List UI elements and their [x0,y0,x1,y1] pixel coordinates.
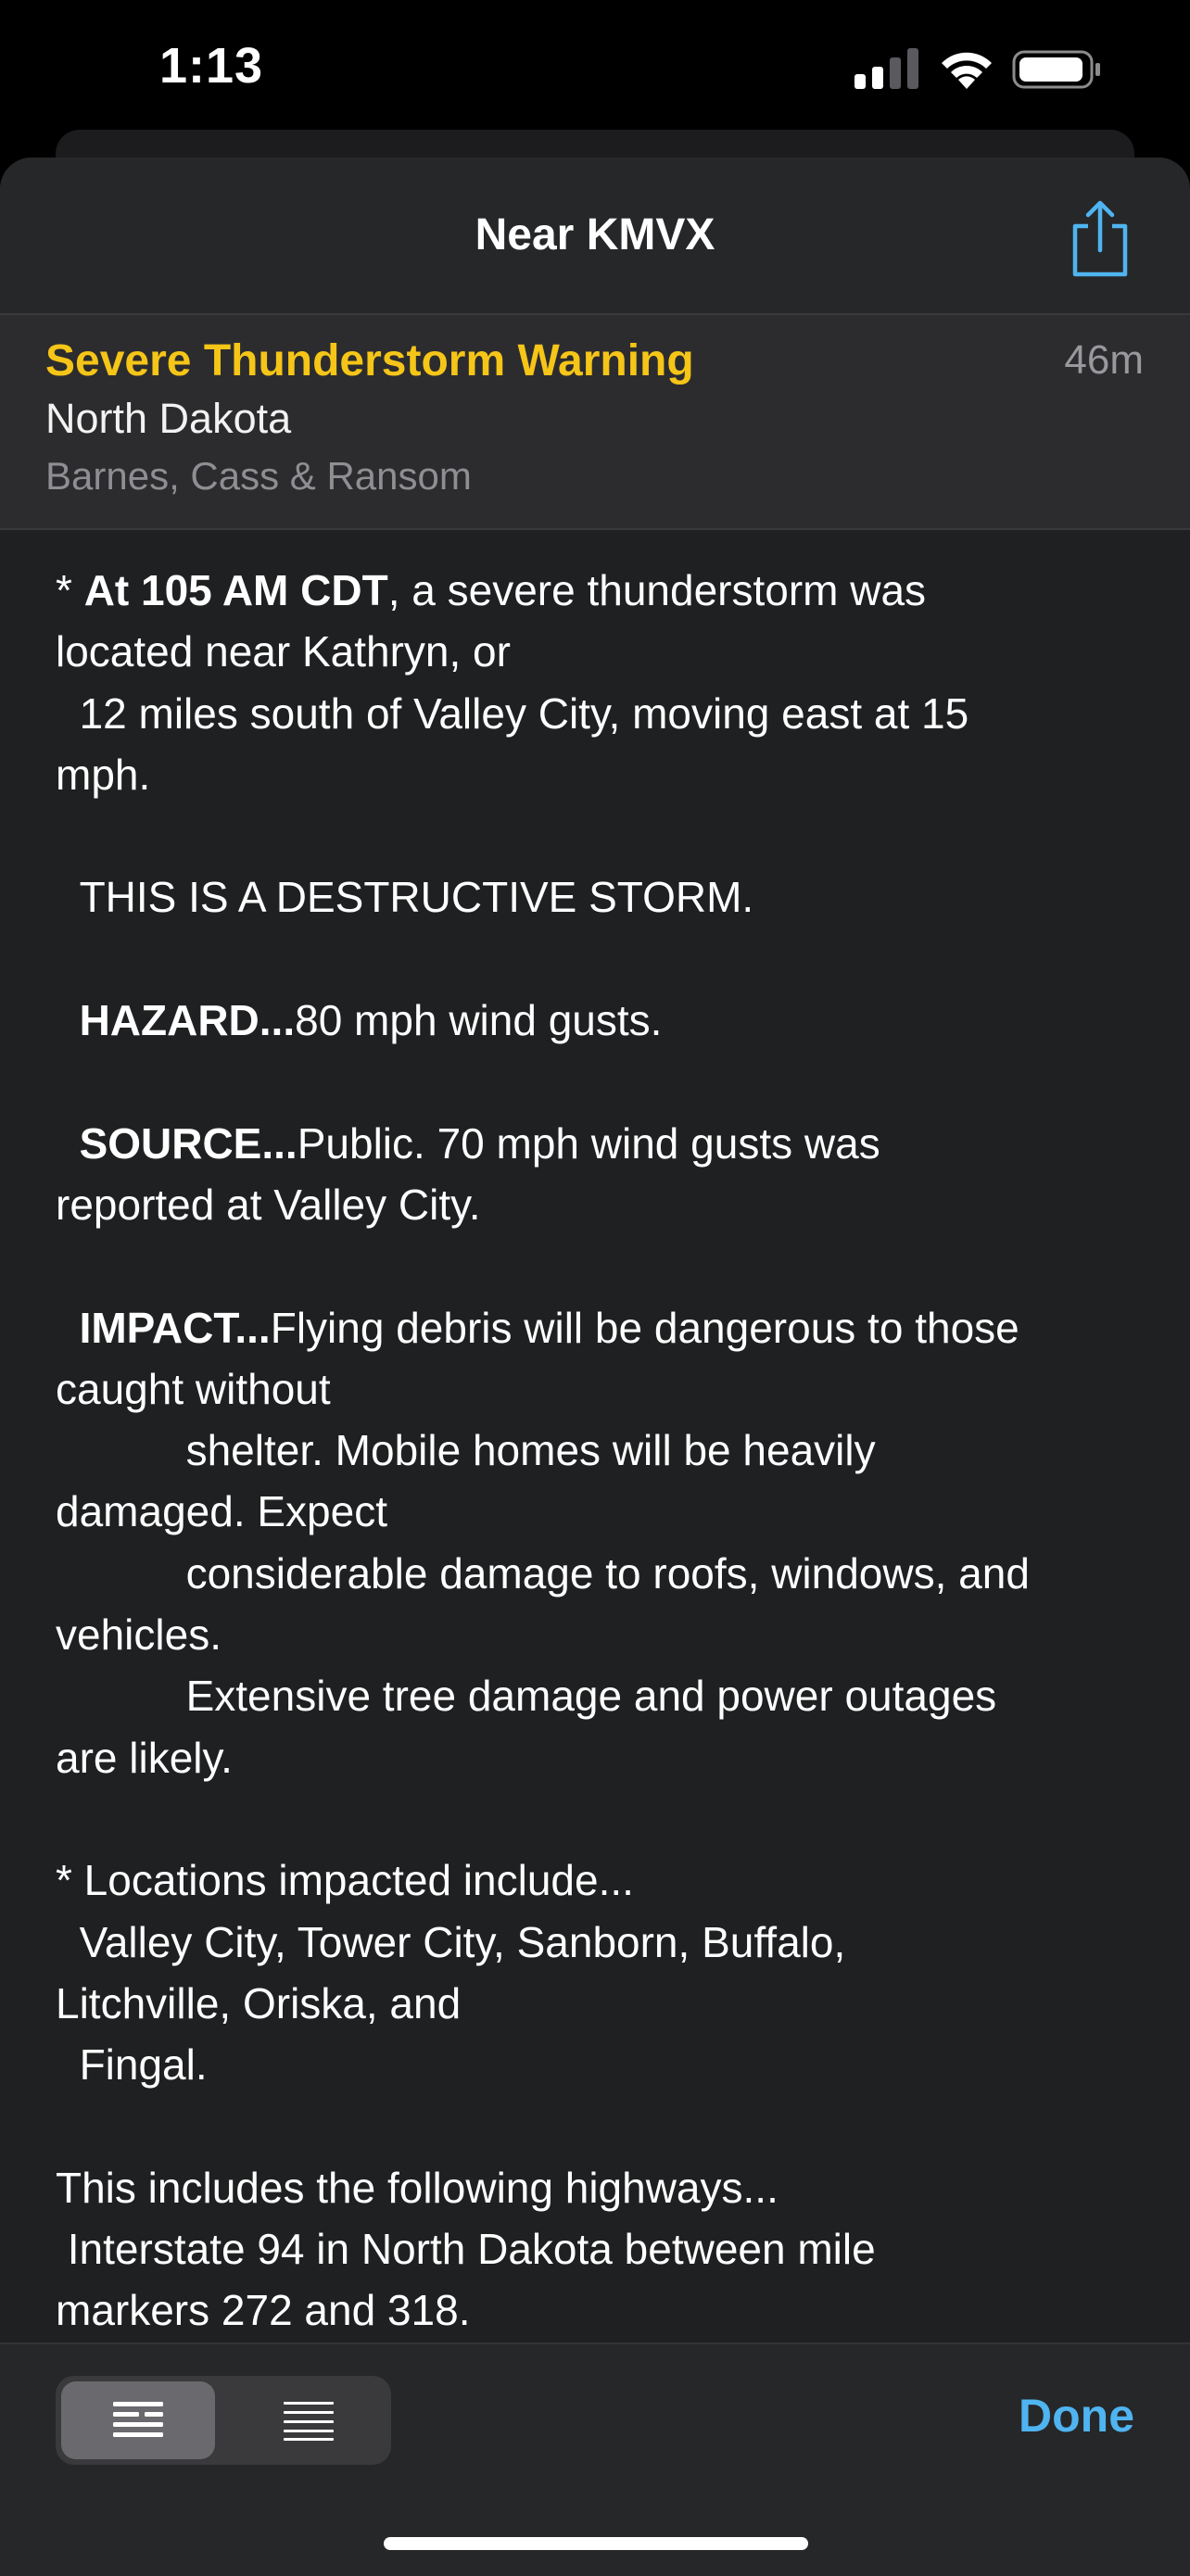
segment-plain-text-view[interactable] [232,2381,386,2459]
page-title: Near KMVX [475,210,715,259]
hazard-label: HAZARD... [79,996,296,1045]
body-time: At 105 AM CDT [83,566,388,614]
hazard-text: 80 mph wind gusts. [295,996,663,1045]
alert-age: 46m [1064,337,1144,383]
source-text: Public. 70 mph wind gusts was reported at Valley City. [56,1118,880,1229]
share-icon[interactable] [1066,198,1134,278]
impact-label: IMPACT... [79,1303,271,1352]
formatted-view-icon [113,2400,163,2441]
source-label: SOURCE... [79,1118,298,1168]
segment-formatted-view[interactable] [61,2381,215,2459]
alert-state: North Dakota [45,395,292,442]
cellular-signal-icon [855,48,919,89]
home-indicator[interactable] [384,2537,808,2550]
alert-counties: Barnes, Cass & Ransom [45,454,472,498]
body-intro: , a severe thunderstorm was located near Kathryn, or 12 miles south of Valley City, moving east at 15 mph. THIS IS A DESTRUCTIVE STORM. [56,566,969,922]
done-button[interactable]: Done [1019,2390,1134,2442]
alert-title: Severe Thunderstorm Warning [45,336,694,385]
alert-description [56,560,1149,2342]
status-time: 1:13 [159,38,264,94]
view-mode-segmented-control [56,2376,391,2465]
impact-text: Flying debris will be dangerous to those caught without shelter. Mobile homes will be heavily damaged. Expect considerable damage to roofs, windows, and vehicles. Extensive tree damage and power outages are likely. * Locations impacted include... Valley City, Tower City, Sanborn, Buffalo, Litchville, Oriska, and Fingal. This includes the following highways... Interstate 94 in North Dakota between mile markers 272 and 318. [56,1303,1030,2335]
wifi-icon [938,48,995,91]
battery-icon [1012,48,1103,91]
body-star: * [56,566,84,614]
alert-header [0,315,1190,530]
plain-text-view-icon [284,2400,334,2441]
navigation-bar [0,158,1190,315]
status-bar [0,0,1190,139]
alert-detail-sheet [0,158,1190,2574]
